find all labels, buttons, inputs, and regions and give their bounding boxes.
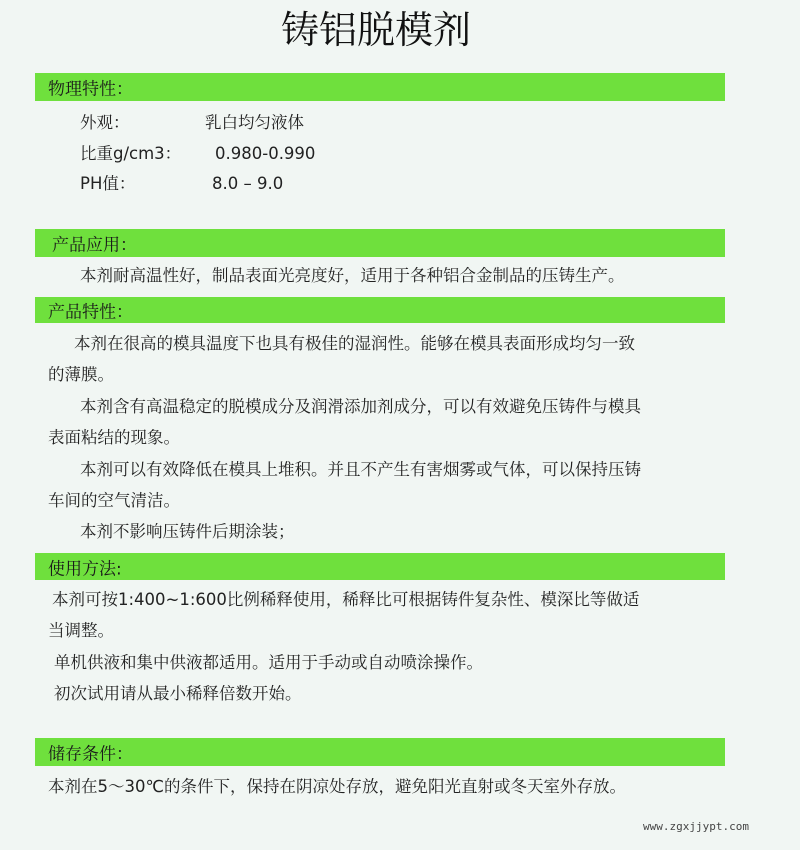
feature-line: 本剂可以有效降低在模具上堆积。并且不产生有害烟雾或气体，可以保持压铸	[80, 460, 641, 479]
property-value: 8.0 – 9.0	[212, 174, 284, 193]
property-label: 外观：	[80, 113, 130, 132]
property-value: 0.980-0.990	[215, 144, 316, 163]
feature-line: 本剂在很高的模具温度下也具有极佳的湿润性。能够在模具表面形成均匀一致	[74, 334, 635, 353]
section-header-application	[35, 229, 725, 257]
feature-line: 车间的空气清洁。	[48, 491, 180, 510]
section-heading: 使用方法:	[48, 559, 122, 579]
section-heading: 物理特性：	[48, 79, 133, 100]
section-header-storage	[35, 738, 725, 766]
section-heading: 储存条件：	[48, 744, 133, 765]
page-title: 铸铝脱模剂	[280, 8, 471, 52]
usage-line: 初次试用请从最小稀释倍数开始。	[54, 684, 302, 703]
feature-line: 本剂不影响压铸件后期涂装；	[80, 522, 295, 541]
property-value: 乳白均匀液体	[205, 113, 304, 132]
property-label: 比重g/cm3：	[80, 144, 182, 163]
application-text: 本剂耐高温性好，制品表面光亮度好，适用于各种铝合金制品的压铸生产。	[80, 266, 625, 285]
feature-line: 的薄膜。	[48, 365, 114, 384]
storage-text: 本剂在5～30℃的条件下，保持在阴凉处存放，避免阳光直射或冬天室外存放。	[48, 777, 627, 796]
section-header-features	[35, 297, 725, 323]
section-header-usage	[35, 553, 725, 580]
property-label: PH值：	[80, 174, 136, 193]
feature-line: 表面粘结的现象。	[48, 428, 180, 447]
section-header-physical	[35, 73, 725, 101]
usage-line: 当调整。	[48, 621, 114, 640]
section-heading: 产品特性：	[48, 302, 133, 323]
usage-line: 单机供液和集中供液都适用。适用于手动或自动喷涂操作。	[54, 653, 483, 672]
section-heading: 产品应用：	[52, 235, 137, 256]
watermark: www.zgxjjypt.com	[643, 820, 749, 833]
usage-line: 本剂可按1:400~1:600比例稀释使用，稀释比可根据铸件复杂性、模深比等做适	[52, 590, 640, 609]
feature-line: 本剂含有高温稳定的脱模成分及润滑添加剂成分，可以有效避免压铸件与模具	[80, 397, 641, 416]
